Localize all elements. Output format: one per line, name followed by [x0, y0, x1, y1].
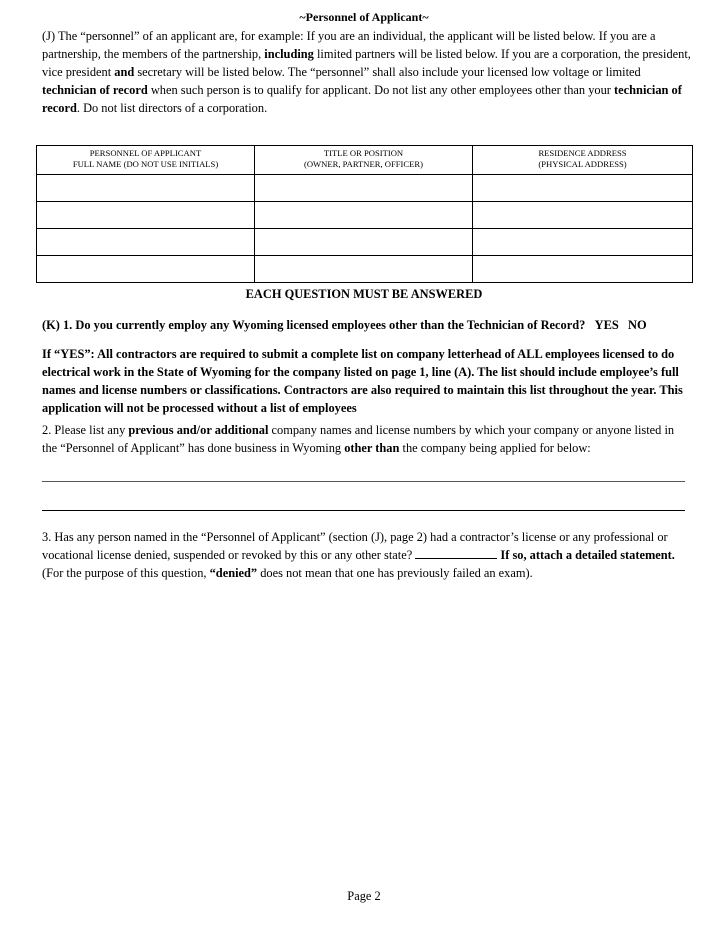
table-row: [37, 229, 693, 256]
column-header-line: (OWNER, PARTNER, OFFICER): [303, 159, 423, 169]
each-question-heading: EACH QUESTION MUST BE ANSWERED: [245, 287, 483, 301]
yes-option[interactable]: YES: [594, 318, 619, 332]
page-number: Page 2: [347, 889, 381, 903]
column-header-personnel: [37, 146, 255, 175]
table-row: [37, 256, 693, 283]
section-j-bold-4: technician of record: [42, 83, 682, 115]
title-cell[interactable]: [255, 175, 473, 202]
address-cell[interactable]: [473, 256, 693, 283]
column-header-address: [473, 146, 693, 175]
question-2-text-2: company names and license numbers by which your company or anyone listed in the “Personnel of Applicant” has done business in Wyoming: [42, 423, 675, 455]
column-header-line: FULL NAME (DO NOT USE INITIALS): [72, 159, 219, 169]
column-header-title: [255, 146, 473, 175]
section-j-bold-3: technician of record: [42, 83, 148, 97]
name-cell[interactable]: [37, 175, 255, 202]
answer-line-2[interactable]: [42, 510, 685, 511]
question-k1: [42, 316, 702, 334]
column-header-line: (PHYSICAL ADDRESS): [538, 159, 627, 169]
if-yes-paragraph: If “YES”: All contractors are required to submit a complete list on company letterhead of ALL employees licensed to do electrical work in the State of Wyoming for the company listed on page 1, line (A). The list should include employee’s full names and license numbers or classifications. Contractors are also required to maintain this list throughout the year. This application will not be processed without a list of employees: [42, 347, 683, 415]
section-j-text-4: when such person is to qualify for applicant. Do not list any other employees other than your: [147, 83, 615, 97]
column-header-line: TITLE OR POSITION: [323, 148, 404, 158]
question-2-text-3: the company being applied for below:: [399, 441, 591, 455]
question-2-bold-2: other than: [344, 441, 400, 455]
section-j-text-1: (J) The “personnel” of an applicant are, for example: If you are an individual, the applicant will be listed below. If you are a partnership, the members of the partnership,: [42, 29, 656, 61]
section-j-text-2: limited partners will be listed below. If you are a corporation, the president, vice president: [42, 47, 691, 79]
address-cell[interactable]: [473, 229, 693, 256]
no-option[interactable]: NO: [628, 318, 647, 332]
title-cell[interactable]: [255, 256, 473, 283]
column-header-line: RESIDENCE ADDRESS: [538, 148, 627, 158]
page-title: ~Personnel of Applicant~: [299, 10, 429, 24]
title-cell[interactable]: [255, 202, 473, 229]
question-3-bold-2: “denied”: [209, 566, 258, 580]
question-3-paragraph: [42, 528, 692, 582]
question-3-text-3: does not mean that one has previously failed an exam).: [257, 566, 533, 580]
question-3-text-2: (For the purpose of this question,: [42, 566, 210, 580]
table-row: [37, 202, 693, 229]
name-cell[interactable]: [37, 256, 255, 283]
question-2-bold-1: previous and/or additional: [128, 423, 269, 437]
section-j-paragraph: [42, 27, 692, 117]
question-3-bold-1: If so, attach a detailed statement.: [497, 548, 675, 562]
title-cell[interactable]: [255, 229, 473, 256]
answer-blank[interactable]: [415, 546, 497, 559]
address-cell[interactable]: [473, 202, 693, 229]
address-cell[interactable]: [473, 175, 693, 202]
section-j-text-5: . Do not list directors of a corporation.: [76, 101, 268, 115]
table-row: [37, 175, 693, 202]
question-2-text-1: 2. Please list any: [42, 423, 129, 437]
name-cell[interactable]: [37, 229, 255, 256]
name-cell[interactable]: [37, 202, 255, 229]
question-2-paragraph: [42, 421, 692, 457]
section-j-bold-2: and: [114, 65, 135, 79]
section-j-bold-1: including: [264, 47, 314, 61]
section-j-text-3: secretary will be listed below. The “personnel” shall also include your licensed low voltage or limited: [134, 65, 641, 79]
column-header-line: PERSONNEL OF APPLICANT: [89, 148, 202, 158]
answer-line-1[interactable]: [42, 481, 685, 482]
question-3-text-1: 3. Has any person named in the “Personnel of Applicant” (section (J), page 2) had a contractor’s license or any professional or vocational license denied, suspended or revoked by this or any other state?: [42, 530, 668, 562]
question-k1-text: (K) 1. Do you currently employ any Wyoming licensed employees other than the Technician of Record?: [42, 318, 586, 332]
personnel-table: [36, 145, 693, 283]
table-header-row: [37, 146, 693, 175]
